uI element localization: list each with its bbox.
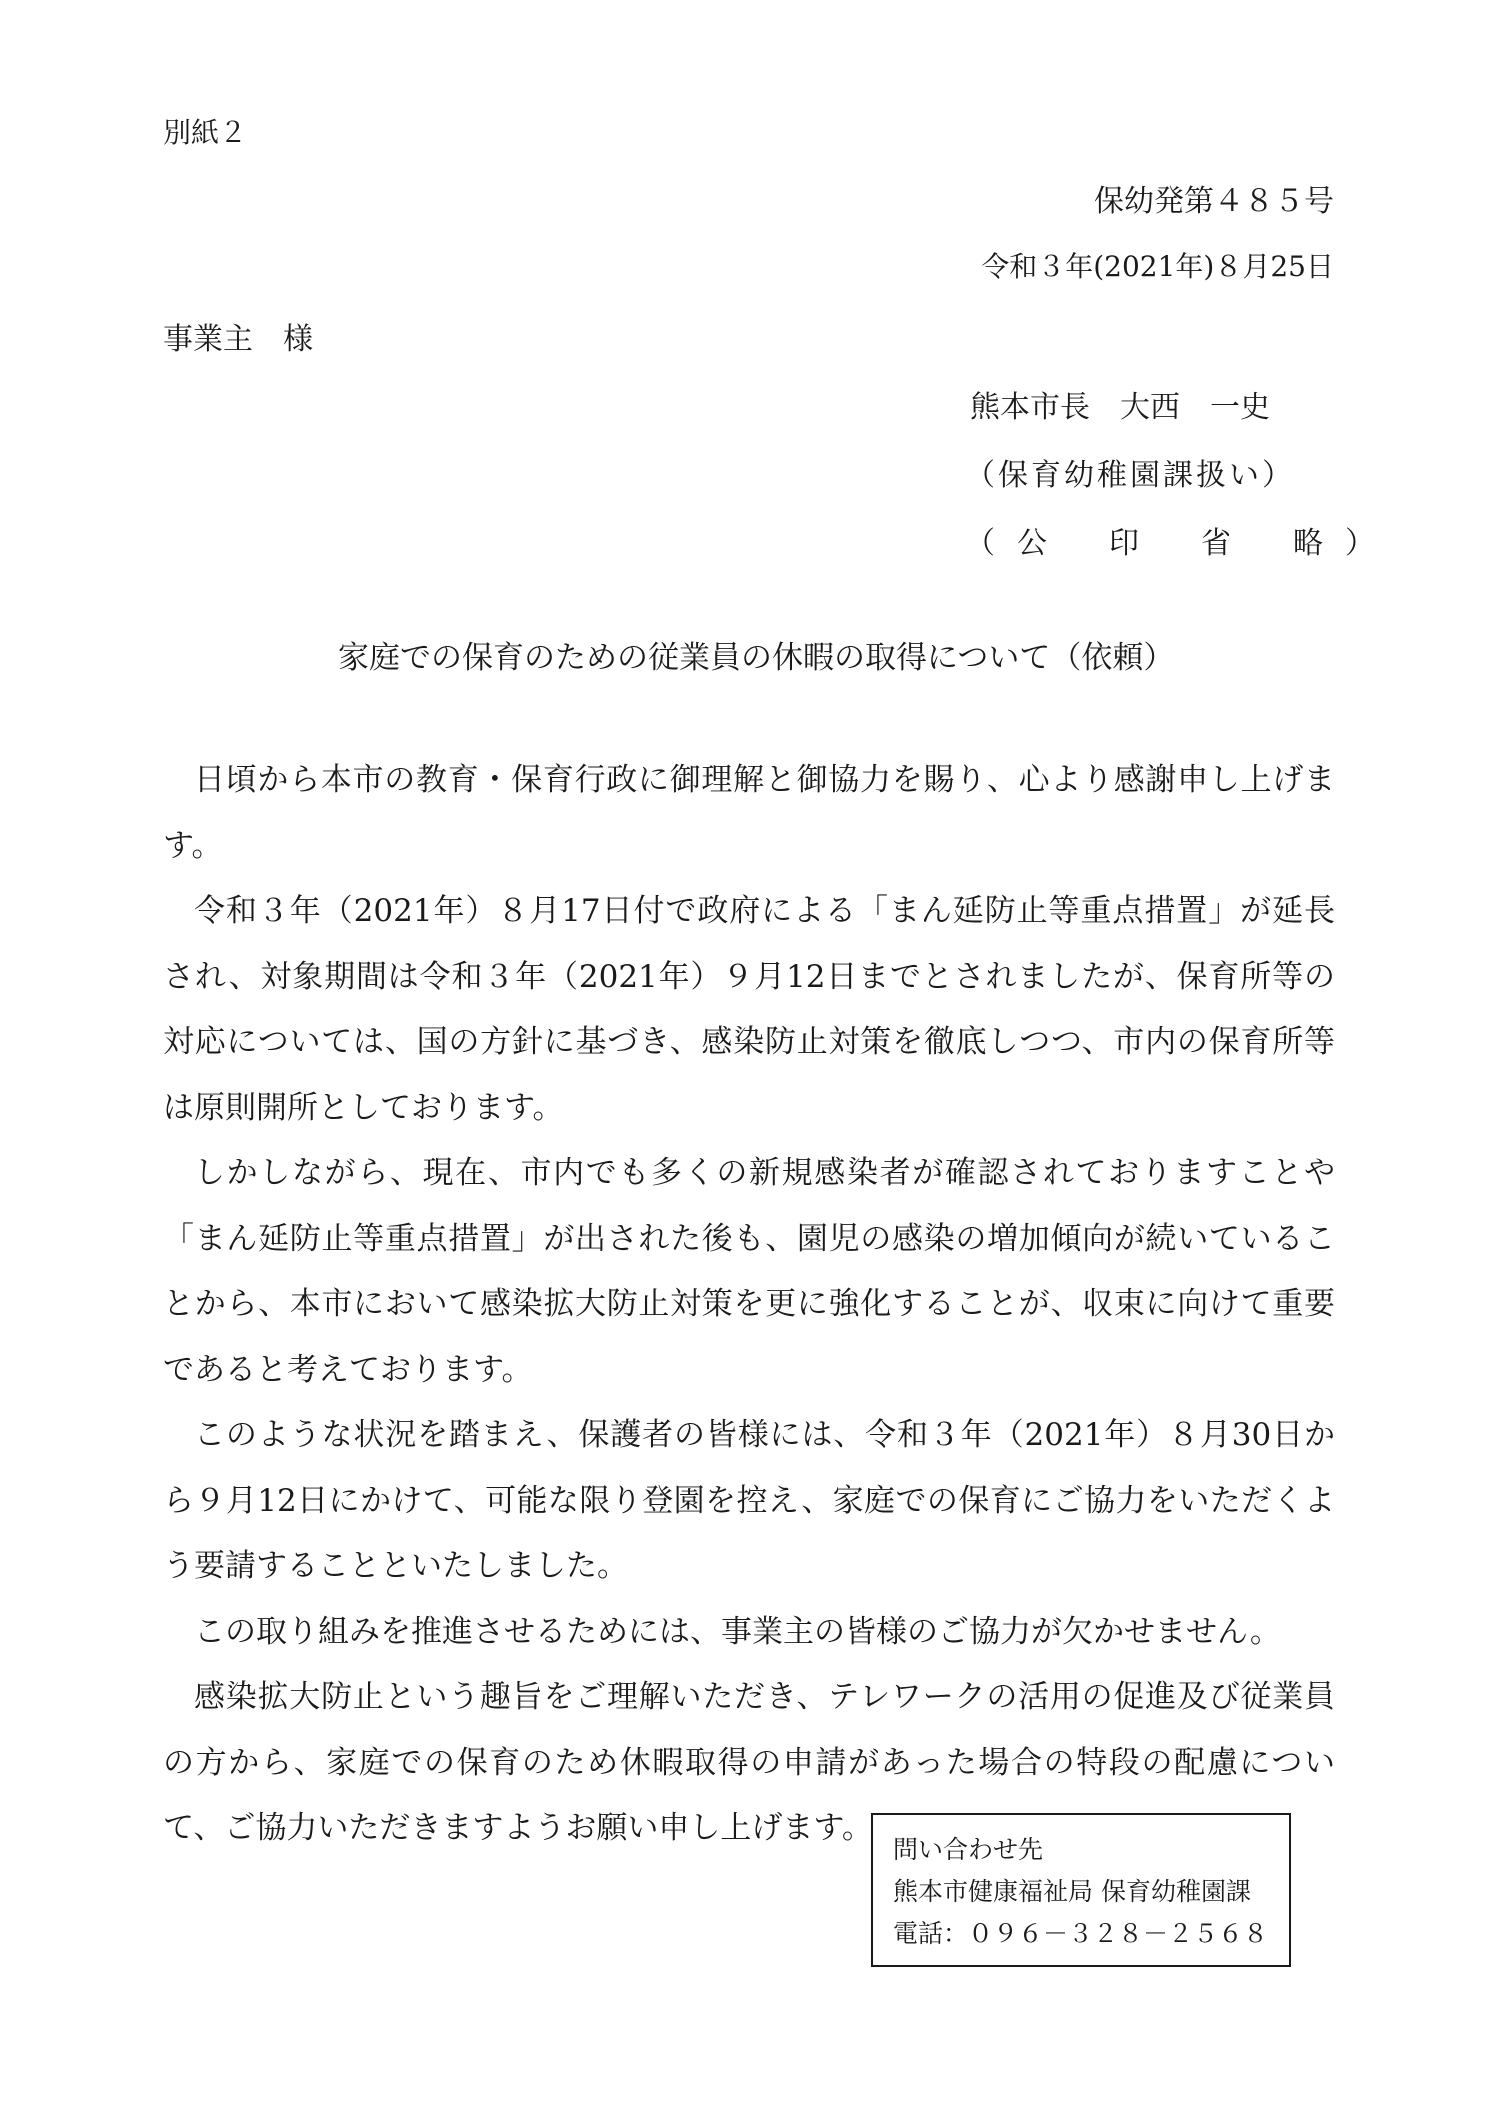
seal-omitted bbox=[965, 518, 1375, 562]
seal-char-2: 印 bbox=[1109, 526, 1139, 561]
body-paragraph: しかしながら、現在、市内でも多くの新規感染者が確認されておりますことや「まん延防止等重点措置」が出された後も、園児の感染の増加傾向が続いていることから、本市において感染拡大防止対策を更に強化することが、収束に向けて重要であると考えております。 bbox=[163, 1155, 1335, 1388]
handling-department: （保育幼稚園課扱い） bbox=[965, 458, 1295, 493]
body-paragraph: 感染拡大防止という趣旨をご理解いただき、テレワークの活用の促進及び従業員の方から、家庭での保育のため休暇取得の申請があった場合の特段の配慮について、ご協力いただきますようお願い申し上げます。 bbox=[163, 1679, 1335, 1846]
sender: 熊本市長 大西 一史 bbox=[970, 390, 1270, 425]
seal-char-3: 省 bbox=[1201, 526, 1231, 561]
document-number: 保幼発第４８５号 bbox=[1094, 184, 1334, 219]
seal-paren-close: ） bbox=[1345, 526, 1375, 561]
body-paragraph: 令和３年（2021年）８月17日付で政府による「まん延防止等重点措置」が延長され、対象期間は令和３年（2021年）９月12日までとされましたが、保育所等の対応については、国の方針に基づき、感染防止対策を徹底しつつ、市内の保育所等は原則開所としております。 bbox=[163, 893, 1335, 1126]
document-body bbox=[163, 748, 1335, 1862]
document-subject: 家庭での保育のための従業員の休暇の取得について（依頼） bbox=[338, 640, 1175, 676]
contact-phone: 電話：０９６－３２８－２５６８ bbox=[893, 1919, 1269, 1948]
recipient: 事業主 様 bbox=[163, 322, 313, 357]
seal-char-4: 略 bbox=[1293, 526, 1323, 561]
seal-char-1: 公 bbox=[1017, 526, 1047, 561]
body-paragraph: このような状況を踏まえ、保護者の皆様には、令和３年（2021年）８月30日から９月12日にかけて、可能な限り登園を控え、家庭での保育にご協力をいただくよう要請することといたしました。 bbox=[163, 1417, 1335, 1584]
contact-title: 問い合わせ先 bbox=[893, 1835, 1044, 1864]
contact-box bbox=[871, 1813, 1291, 1967]
contact-department: 熊本市健康福祉局 保育幼稚園課 bbox=[893, 1877, 1251, 1906]
body-paragraph: この取り組みを推進させるためには、事業主の皆様のご協力が欠かせません。 bbox=[194, 1613, 1281, 1650]
seal-paren-open: （ bbox=[965, 526, 995, 561]
document-date: 令和３年(2021年)８月25日 bbox=[981, 250, 1334, 283]
attachment-label: 別紙２ bbox=[163, 116, 248, 149]
body-paragraph: 日頃から本市の教育・保育行政に御理解と御協力を賜り、心より感謝申し上げます。 bbox=[163, 762, 1335, 864]
